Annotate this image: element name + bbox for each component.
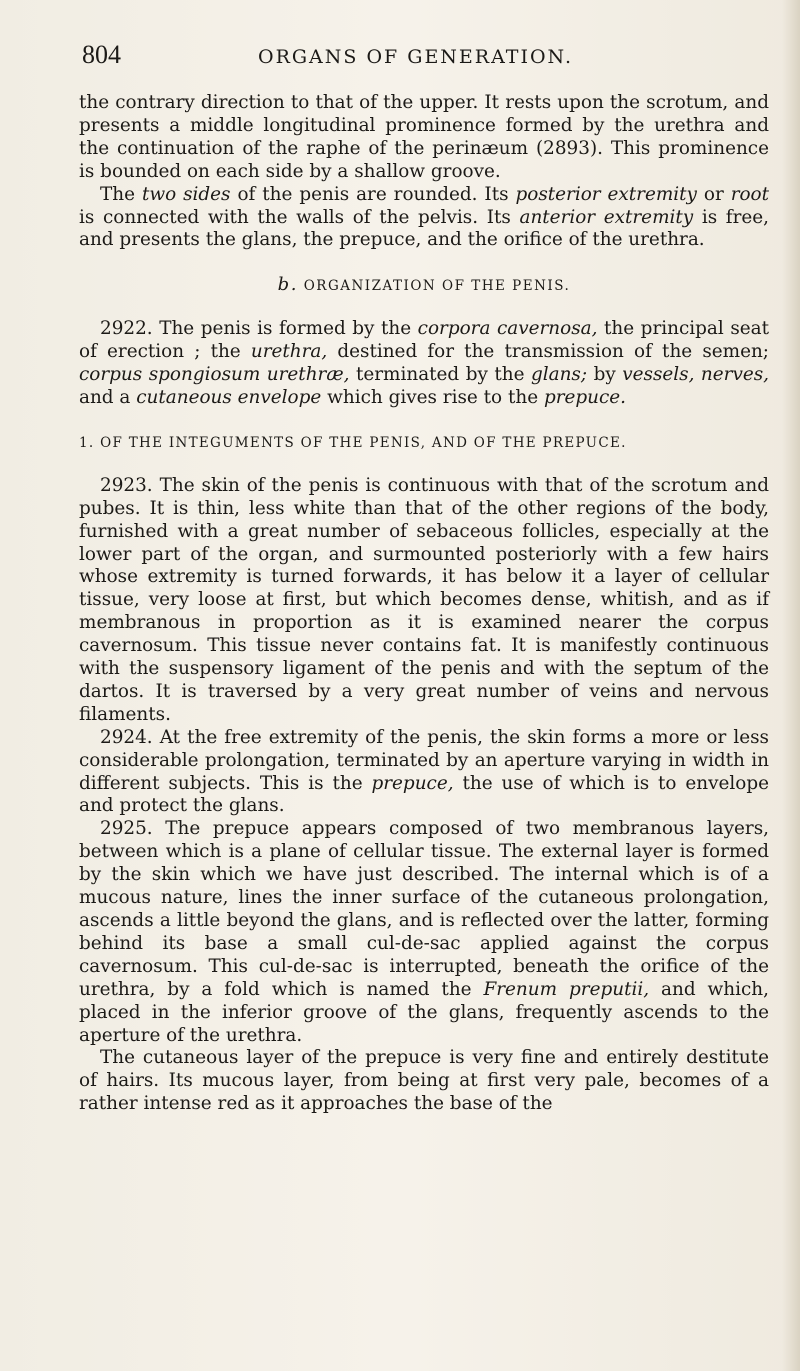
- text-run: destined for the transmission of the semen;: [327, 341, 770, 363]
- section-heading-organization: [79, 274, 769, 298]
- text-run: 2924. At the free extremity of the penis, the skin forms a more or less considerable prolongation, terminated by an aperture varying in width in different subjects. This is the: [79, 726, 769, 794]
- italic-term: prepuce,: [371, 772, 454, 794]
- section-title: ORGANIZATION OF THE PENIS.: [303, 278, 571, 295]
- italic-term: cutaneous envelope: [136, 386, 322, 408]
- italic-term: glans;: [530, 364, 588, 386]
- paragraph-cutaneous-layer: The cutaneous layer of the prepuce is very fine and entirely destitute of hairs. Its mucous layer, from being at first very pale, becomes of a rather intense red as it approaches the base of the: [79, 1047, 769, 1115]
- page-number: 804: [82, 40, 121, 69]
- text-run: terminated by the: [349, 364, 531, 386]
- body-text: [79, 92, 769, 1116]
- italic-term: two sides: [141, 183, 231, 205]
- paragraph-2922: [79, 318, 769, 410]
- text-run: by: [587, 364, 623, 386]
- text-run: is free, and presents the glans, the prepuce, and the orifice of the urethra.: [79, 206, 769, 251]
- italic-term: urethra,: [250, 341, 328, 363]
- text-run: which gives rise to the: [321, 386, 544, 408]
- text-run: of the penis are rounded. Its: [230, 183, 516, 205]
- running-title: ORGANS OF GENERATION.: [258, 46, 573, 68]
- text-run: is connected with the walls of the pelvis. Its: [79, 206, 520, 228]
- text-run: or: [696, 183, 731, 205]
- italic-term: corpora cavernosa,: [417, 318, 598, 340]
- paragraph-2924: [79, 727, 769, 819]
- section-letter: b.: [277, 274, 298, 296]
- text-run: 2922. The penis is formed by the: [100, 318, 418, 340]
- paragraph-continuation: the contrary direction to that of the upper. It rests upon the scrotum, and presents a middle longitudinal prominence formed by the urethra and the continuation of the raphe of the perinæum (2893). This prominence is bounded on each side by a shallow groove.: [79, 92, 769, 182]
- text-run: The: [100, 183, 142, 205]
- page-header: [0, 40, 800, 80]
- text-run: the principal seat of erection ; the: [79, 318, 769, 363]
- italic-term: Frenum preputii,: [483, 978, 650, 1000]
- text-run: and a: [79, 386, 137, 408]
- paragraph-sides-extremities: [79, 184, 769, 253]
- italic-term: posterior extremity: [515, 183, 697, 205]
- italic-term: root: [730, 183, 770, 205]
- paragraph-2923: 2923. The skin of the penis is continuous with that of the scrotum and pubes. It is thin, less white than that of the other regions of the body, furnished with a great number of sebaceous follicles, especially at the lower part of the organ, and surmounted posteriorly with a few hairs whose extremity is turned forwards, it has below it a layer of cellular tissue, very loose at first, but which becomes dense, whitish, and as if membranous in proportion as it is examined nearer the corpus cavernosum. This tissue never contains fat. It is manifestly continuous with the suspensory ligament of the penis and with the septum of the dartos. It is traversed by a very great number of veins and nervous filaments.: [79, 474, 769, 725]
- paragraph-2925: [79, 818, 769, 1047]
- italic-term: corpus spongiosum urethræ,: [79, 364, 350, 386]
- italic-term: anterior extremity: [519, 206, 694, 228]
- text-run: and which, placed in the inferior groove of the glans, frequently ascends to the aperture of the urethra.: [79, 978, 769, 1046]
- section-heading-integuments: 1. OF THE INTEGUMENTS OF THE PENIS, AND OF THE PREPUCE.: [79, 434, 627, 451]
- italic-term: prepuce.: [543, 386, 627, 408]
- italic-term: vessels, nerves,: [622, 364, 770, 386]
- text-run: the use of which is to envelope and protect the glans.: [79, 772, 769, 817]
- text-run: 2925. The prepuce appears composed of two membranous layers, between which is a plane of cellular tissue. The external layer is formed by the skin which we have just described. The internal which is of a mucous nature, lines the inner surface of the cutaneous prolongation, ascends a little beyond the glans, and is reflected over the latter, forming behind its base a small cul-de-sac applied against the corpus cavernosum. This cul-de-sac is interrupted, beneath the orifice of the urethra, by a fold which is named the: [79, 818, 769, 1000]
- page-edge-shadow: [782, 0, 800, 1371]
